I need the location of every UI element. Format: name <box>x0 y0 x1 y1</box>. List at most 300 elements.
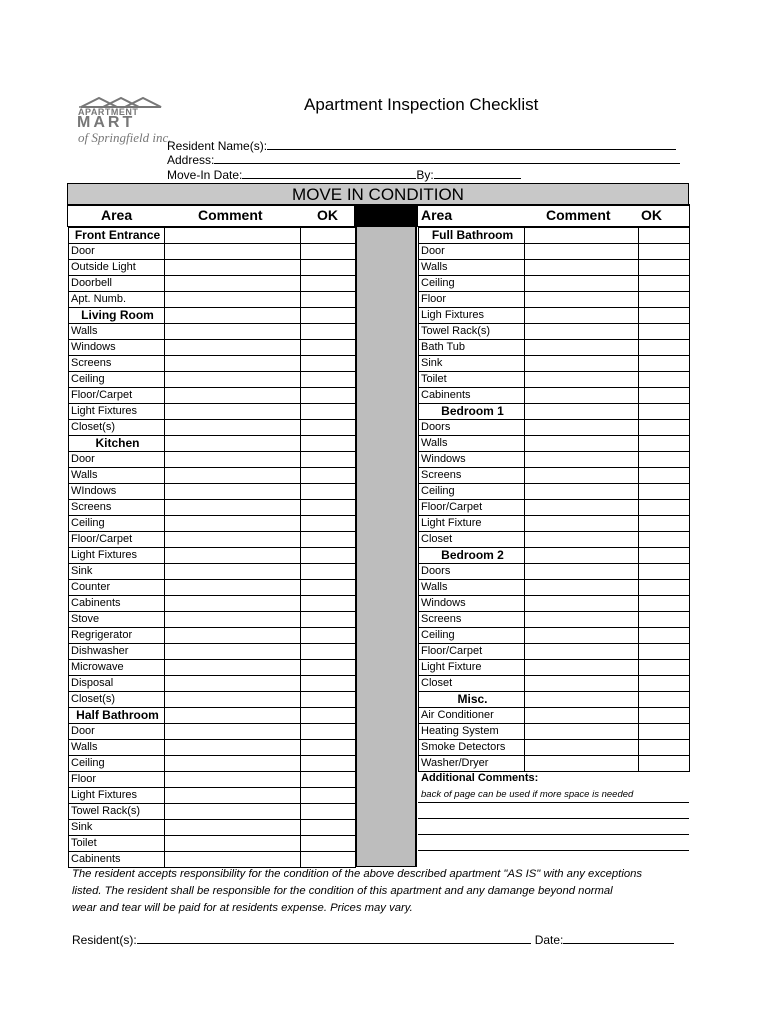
section-label: Bedroom 1 <box>419 404 525 420</box>
checklist-row <box>419 532 690 548</box>
area-label: Sink <box>69 820 165 836</box>
ok-cell[interactable] <box>301 740 356 756</box>
ok-cell[interactable] <box>301 404 356 420</box>
ok-cell[interactable] <box>301 500 356 516</box>
comment-cell[interactable] <box>525 308 639 324</box>
right-checklist-table <box>418 227 690 772</box>
ok-cell[interactable] <box>301 612 356 628</box>
comment-cell[interactable] <box>525 516 639 532</box>
comment-cell[interactable] <box>525 740 639 756</box>
by-field[interactable] <box>434 166 521 179</box>
comment-cell[interactable] <box>165 340 301 356</box>
area-label: Apt. Numb. <box>69 292 165 308</box>
comment-cell[interactable] <box>165 228 301 244</box>
comment-cell[interactable] <box>525 612 639 628</box>
comment-cell[interactable] <box>165 772 301 788</box>
comment-cell[interactable] <box>525 532 639 548</box>
checklist-row <box>419 500 690 516</box>
comment-cell[interactable] <box>525 260 639 276</box>
checklist-row <box>69 340 356 356</box>
comment-cell[interactable] <box>165 644 301 660</box>
ok-cell[interactable] <box>639 660 690 676</box>
ok-cell[interactable] <box>301 788 356 804</box>
comment-cell[interactable] <box>525 708 639 724</box>
ok-cell[interactable] <box>639 724 690 740</box>
checklist-row <box>69 532 356 548</box>
checklist-row <box>419 436 690 452</box>
comment-cell[interactable] <box>525 644 639 660</box>
area-label: Walls <box>69 324 165 340</box>
comment-cell[interactable] <box>165 468 301 484</box>
area-label: Ceiling <box>419 484 525 500</box>
section-row <box>69 708 356 724</box>
comment-cell[interactable] <box>165 564 301 580</box>
checklist-row <box>419 724 690 740</box>
comment-cell[interactable] <box>165 724 301 740</box>
move-in-condition-band <box>67 183 689 204</box>
checklist-row <box>69 660 356 676</box>
comment-cell[interactable] <box>165 388 301 404</box>
ok-cell[interactable] <box>639 628 690 644</box>
section-row <box>69 308 356 324</box>
ok-cell[interactable] <box>639 644 690 660</box>
checklist-row <box>419 628 690 644</box>
band-title: MOVE IN CONDITION <box>292 185 464 204</box>
comment-cell[interactable] <box>525 500 639 516</box>
section-row <box>69 436 356 452</box>
comment-cell[interactable] <box>525 724 639 740</box>
area-label: Light Fixture <box>419 516 525 532</box>
comment-cell[interactable] <box>525 692 639 708</box>
area-label: Light Fixtures <box>69 788 165 804</box>
residents-signature-field[interactable] <box>137 931 531 944</box>
comment-cell[interactable] <box>165 292 301 308</box>
area-label: Doors <box>419 420 525 436</box>
area-label: Closet <box>419 532 525 548</box>
ok-cell[interactable] <box>639 324 690 340</box>
comment-cell[interactable] <box>165 532 301 548</box>
ok-cell[interactable] <box>639 452 690 468</box>
checklist-row <box>419 356 690 372</box>
comment-cell[interactable] <box>165 580 301 596</box>
ok-cell[interactable] <box>301 660 356 676</box>
comment-cell[interactable] <box>165 356 301 372</box>
checklist-row <box>419 340 690 356</box>
additional-comments-label: Additional Comments: <box>421 772 539 784</box>
area-label: WIndows <box>69 484 165 500</box>
comment-cell[interactable] <box>525 420 639 436</box>
area-label: Walls <box>419 260 525 276</box>
comment-line[interactable] <box>418 802 689 803</box>
area-label: Cabinents <box>69 852 165 868</box>
ok-cell[interactable] <box>639 708 690 724</box>
ok-cell[interactable] <box>639 356 690 372</box>
comment-cell[interactable] <box>165 244 301 260</box>
comment-cell[interactable] <box>525 628 639 644</box>
date-field[interactable] <box>563 931 674 944</box>
section-row <box>69 228 356 244</box>
comment-cell[interactable] <box>165 420 301 436</box>
ok-cell[interactable] <box>301 244 356 260</box>
ok-cell[interactable] <box>301 708 356 724</box>
comment-cell[interactable] <box>165 324 301 340</box>
checklist-row <box>69 628 356 644</box>
ok-cell[interactable] <box>639 676 690 692</box>
comment-cell[interactable] <box>165 756 301 772</box>
area-label: Disposal <box>69 676 165 692</box>
ok-cell[interactable] <box>639 404 690 420</box>
disclaimer-line: wear and tear will be paid for at residents expense. Prices may vary. <box>72 902 413 914</box>
checklist-row <box>69 484 356 500</box>
section-label: Living Room <box>69 308 165 324</box>
checklist-row <box>419 596 690 612</box>
ok-cell[interactable] <box>639 340 690 356</box>
area-label: Closet(s) <box>69 420 165 436</box>
checklist-row <box>419 756 690 772</box>
date-label: Date: <box>534 933 564 947</box>
section-row <box>419 548 690 564</box>
comment-cell[interactable] <box>525 244 639 260</box>
comment-line[interactable] <box>418 818 689 819</box>
checklist-row <box>419 708 690 724</box>
ok-cell[interactable] <box>639 468 690 484</box>
checklist-row <box>419 516 690 532</box>
area-label: Air Conditioner <box>419 708 525 724</box>
ok-cell[interactable] <box>639 756 690 772</box>
comment-cell[interactable] <box>525 372 639 388</box>
area-label: Cabinents <box>419 388 525 404</box>
area-label: Ceiling <box>419 628 525 644</box>
ok-cell[interactable] <box>301 756 356 772</box>
ok-cell[interactable] <box>639 612 690 628</box>
comment-cell[interactable] <box>525 388 639 404</box>
checklist-row <box>69 404 356 420</box>
area-label: Floor <box>69 772 165 788</box>
comment-cell[interactable] <box>165 308 301 324</box>
comment-line[interactable] <box>418 834 689 835</box>
resident-names-field[interactable] <box>267 137 676 150</box>
ok-cell[interactable] <box>639 436 690 452</box>
ok-cell[interactable] <box>301 820 356 836</box>
ok-cell[interactable] <box>301 276 356 292</box>
checklist-row <box>419 420 690 436</box>
ok-cell[interactable] <box>639 580 690 596</box>
additional-comments-note: back of page can be used if more space is needed <box>421 789 634 800</box>
checklist-row <box>69 452 356 468</box>
ok-cell[interactable] <box>301 356 356 372</box>
comment-cell[interactable] <box>525 452 639 468</box>
right-area-header: Area <box>421 207 453 223</box>
comment-cell[interactable] <box>525 564 639 580</box>
comment-cell[interactable] <box>525 340 639 356</box>
comment-cell[interactable] <box>525 484 639 500</box>
area-label: Ceiling <box>419 276 525 292</box>
ok-cell[interactable] <box>301 468 356 484</box>
checklist-row <box>69 516 356 532</box>
ok-cell[interactable] <box>639 276 690 292</box>
comment-cell[interactable] <box>525 276 639 292</box>
left-checklist-table <box>68 227 356 868</box>
ok-cell[interactable] <box>639 740 690 756</box>
comment-cell[interactable] <box>525 468 639 484</box>
comment-cell[interactable] <box>165 676 301 692</box>
comment-cell[interactable] <box>165 708 301 724</box>
checklist-row <box>419 676 690 692</box>
ok-cell[interactable] <box>639 388 690 404</box>
section-label: Bedroom 2 <box>419 548 525 564</box>
checklist-row <box>69 772 356 788</box>
area-label: Cabinents <box>69 596 165 612</box>
checklist-row <box>69 756 356 772</box>
area-label: Windows <box>419 596 525 612</box>
checklist-row <box>69 836 356 852</box>
area-label: Washer/Dryer <box>419 756 525 772</box>
area-label: Screens <box>419 468 525 484</box>
checklist-row <box>69 260 356 276</box>
ok-cell[interactable] <box>639 516 690 532</box>
ok-cell[interactable] <box>301 436 356 452</box>
checklist-row <box>419 388 690 404</box>
area-label: Closet <box>419 676 525 692</box>
section-row <box>419 692 690 708</box>
checklist-row <box>419 260 690 276</box>
comment-cell[interactable] <box>165 484 301 500</box>
comment-cell[interactable] <box>525 596 639 612</box>
ok-cell[interactable] <box>301 228 356 244</box>
area-label: Closet(s) <box>69 692 165 708</box>
comment-cell[interactable] <box>165 692 301 708</box>
comment-cell[interactable] <box>165 260 301 276</box>
comment-cell[interactable] <box>165 500 301 516</box>
ok-cell[interactable] <box>301 324 356 340</box>
area-label: Light Fixtures <box>69 548 165 564</box>
checklist-row <box>419 484 690 500</box>
company-logo <box>77 96 172 152</box>
ok-cell[interactable] <box>301 420 356 436</box>
ok-cell[interactable] <box>639 244 690 260</box>
area-label: Windows <box>419 452 525 468</box>
checklist-row <box>69 612 356 628</box>
area-label: Floor/Carpet <box>69 388 165 404</box>
ok-cell[interactable] <box>301 692 356 708</box>
area-label: Doors <box>419 564 525 580</box>
checklist-row <box>419 308 690 324</box>
left-comment-header: Comment <box>198 207 263 223</box>
checklist-row <box>69 244 356 260</box>
checklist-row <box>419 372 690 388</box>
right-ok-header: OK <box>641 207 662 223</box>
area-label: Walls <box>419 580 525 596</box>
checklist-row <box>69 356 356 372</box>
area-label: Ceiling <box>69 516 165 532</box>
ok-cell[interactable] <box>301 516 356 532</box>
checklist-row <box>69 324 356 340</box>
area-label: Floor/Carpet <box>69 532 165 548</box>
address-field[interactable] <box>214 151 680 164</box>
area-label: Walls <box>69 740 165 756</box>
area-label: Ceiling <box>69 372 165 388</box>
area-label: Towel Rack(s) <box>419 324 525 340</box>
comment-cell[interactable] <box>165 740 301 756</box>
area-label: Floor/Carpet <box>419 644 525 660</box>
area-label: Door <box>69 724 165 740</box>
checklist-row <box>69 388 356 404</box>
ok-cell[interactable] <box>301 676 356 692</box>
ok-cell[interactable] <box>639 260 690 276</box>
checklist-row <box>69 676 356 692</box>
checklist-row <box>69 740 356 756</box>
address-label: Address: <box>167 153 215 167</box>
area-label: Ligh Fixtures <box>419 308 525 324</box>
ok-cell[interactable] <box>301 548 356 564</box>
area-label: Screens <box>419 612 525 628</box>
ok-cell[interactable] <box>639 500 690 516</box>
comment-cell[interactable] <box>525 580 639 596</box>
ok-cell[interactable] <box>301 388 356 404</box>
comment-cell[interactable] <box>165 596 301 612</box>
comment-cell[interactable] <box>525 324 639 340</box>
checklist-row <box>419 612 690 628</box>
ok-cell[interactable] <box>301 532 356 548</box>
area-label: Floor <box>419 292 525 308</box>
ok-cell[interactable] <box>639 292 690 308</box>
comment-cell[interactable] <box>525 676 639 692</box>
checklist-row <box>69 788 356 804</box>
ok-cell[interactable] <box>301 772 356 788</box>
section-label: Front Entrance <box>69 228 165 244</box>
logo-line-1: APARTMENT <box>78 107 139 117</box>
ok-cell[interactable] <box>639 308 690 324</box>
comment-cell[interactable] <box>525 404 639 420</box>
comment-cell[interactable] <box>165 660 301 676</box>
checklist-row <box>69 420 356 436</box>
residents-label: Resident(s): <box>72 933 137 947</box>
area-label: Screens <box>69 356 165 372</box>
ok-cell[interactable] <box>301 564 356 580</box>
comment-cell[interactable] <box>165 836 301 852</box>
checklist-row <box>69 596 356 612</box>
checklist-row <box>419 276 690 292</box>
ok-cell[interactable] <box>639 228 690 244</box>
area-label: Sink <box>419 356 525 372</box>
area-label: Ceiling <box>69 756 165 772</box>
ok-cell[interactable] <box>639 548 690 564</box>
area-label: Walls <box>419 436 525 452</box>
checklist-row <box>69 804 356 820</box>
area-label: Toilet <box>69 836 165 852</box>
comment-cell[interactable] <box>525 756 639 772</box>
area-label: Door <box>69 452 165 468</box>
resident-names-label: Resident Name(s): <box>167 139 268 153</box>
disclaimer-line: listed. The resident shall be responsible for the condition of this apartment and any damange beyond normal <box>72 885 613 897</box>
ok-cell[interactable] <box>301 452 356 468</box>
ok-cell[interactable] <box>639 564 690 580</box>
area-label: Toilet <box>419 372 525 388</box>
checklist-row <box>69 644 356 660</box>
checklist-row <box>69 292 356 308</box>
ok-cell[interactable] <box>301 340 356 356</box>
area-label: Counter <box>69 580 165 596</box>
ok-cell[interactable] <box>301 484 356 500</box>
move-in-date-field[interactable] <box>242 166 416 179</box>
ok-cell[interactable] <box>301 804 356 820</box>
comment-line[interactable] <box>418 850 689 851</box>
ok-cell[interactable] <box>639 484 690 500</box>
ok-cell[interactable] <box>301 260 356 276</box>
area-label: Windows <box>69 340 165 356</box>
comment-cell[interactable] <box>525 436 639 452</box>
disclaimer-line: The resident accepts responsibility for the condition of the above described apartment "AS IS" with any exceptions <box>72 868 643 880</box>
comment-cell[interactable] <box>165 452 301 468</box>
checklist-row <box>419 292 690 308</box>
comment-cell[interactable] <box>165 372 301 388</box>
ok-cell[interactable] <box>301 628 356 644</box>
signature-row <box>72 931 674 947</box>
comment-cell[interactable] <box>165 436 301 452</box>
comment-cell[interactable] <box>165 276 301 292</box>
checklist-row <box>419 468 690 484</box>
comment-cell[interactable] <box>525 660 639 676</box>
divider-header-block <box>355 204 417 227</box>
area-label: Sink <box>69 564 165 580</box>
ok-cell[interactable] <box>639 372 690 388</box>
ok-cell[interactable] <box>301 308 356 324</box>
ok-cell[interactable] <box>301 580 356 596</box>
checklist-row <box>419 580 690 596</box>
area-label: Microwave <box>69 660 165 676</box>
address-row <box>167 151 680 167</box>
ok-cell[interactable] <box>639 596 690 612</box>
comment-cell[interactable] <box>165 548 301 564</box>
comment-cell[interactable] <box>525 292 639 308</box>
ok-cell[interactable] <box>639 532 690 548</box>
checklist-row <box>69 724 356 740</box>
comment-cell[interactable] <box>165 820 301 836</box>
logo-line-2: MART <box>77 114 136 131</box>
comment-cell[interactable] <box>165 788 301 804</box>
area-label: Dishwasher <box>69 644 165 660</box>
checklist-row <box>419 452 690 468</box>
comment-cell[interactable] <box>525 548 639 564</box>
left-area-header: Area <box>101 207 133 223</box>
ok-cell[interactable] <box>301 596 356 612</box>
comment-cell[interactable] <box>165 516 301 532</box>
comment-cell[interactable] <box>165 804 301 820</box>
section-label: Misc. <box>419 692 525 708</box>
area-label: Outside Light <box>69 260 165 276</box>
area-label: Walls <box>69 468 165 484</box>
comment-cell[interactable] <box>525 228 639 244</box>
ok-cell[interactable] <box>301 836 356 852</box>
comment-cell[interactable] <box>165 404 301 420</box>
checklist-row <box>69 564 356 580</box>
ok-cell[interactable] <box>301 644 356 660</box>
disclaimer-text <box>72 866 692 917</box>
area-label: Towel Rack(s) <box>69 804 165 820</box>
move-in-date-label: Move-In Date: <box>167 168 243 182</box>
comment-cell[interactable] <box>165 628 301 644</box>
comment-cell[interactable] <box>525 356 639 372</box>
section-label: Kitchen <box>69 436 165 452</box>
comment-cell[interactable] <box>165 612 301 628</box>
ok-cell[interactable] <box>639 692 690 708</box>
ok-cell[interactable] <box>301 292 356 308</box>
checklist-row <box>419 564 690 580</box>
ok-cell[interactable] <box>301 724 356 740</box>
ok-cell[interactable] <box>301 372 356 388</box>
ok-cell[interactable] <box>639 420 690 436</box>
checklist-row <box>419 644 690 660</box>
